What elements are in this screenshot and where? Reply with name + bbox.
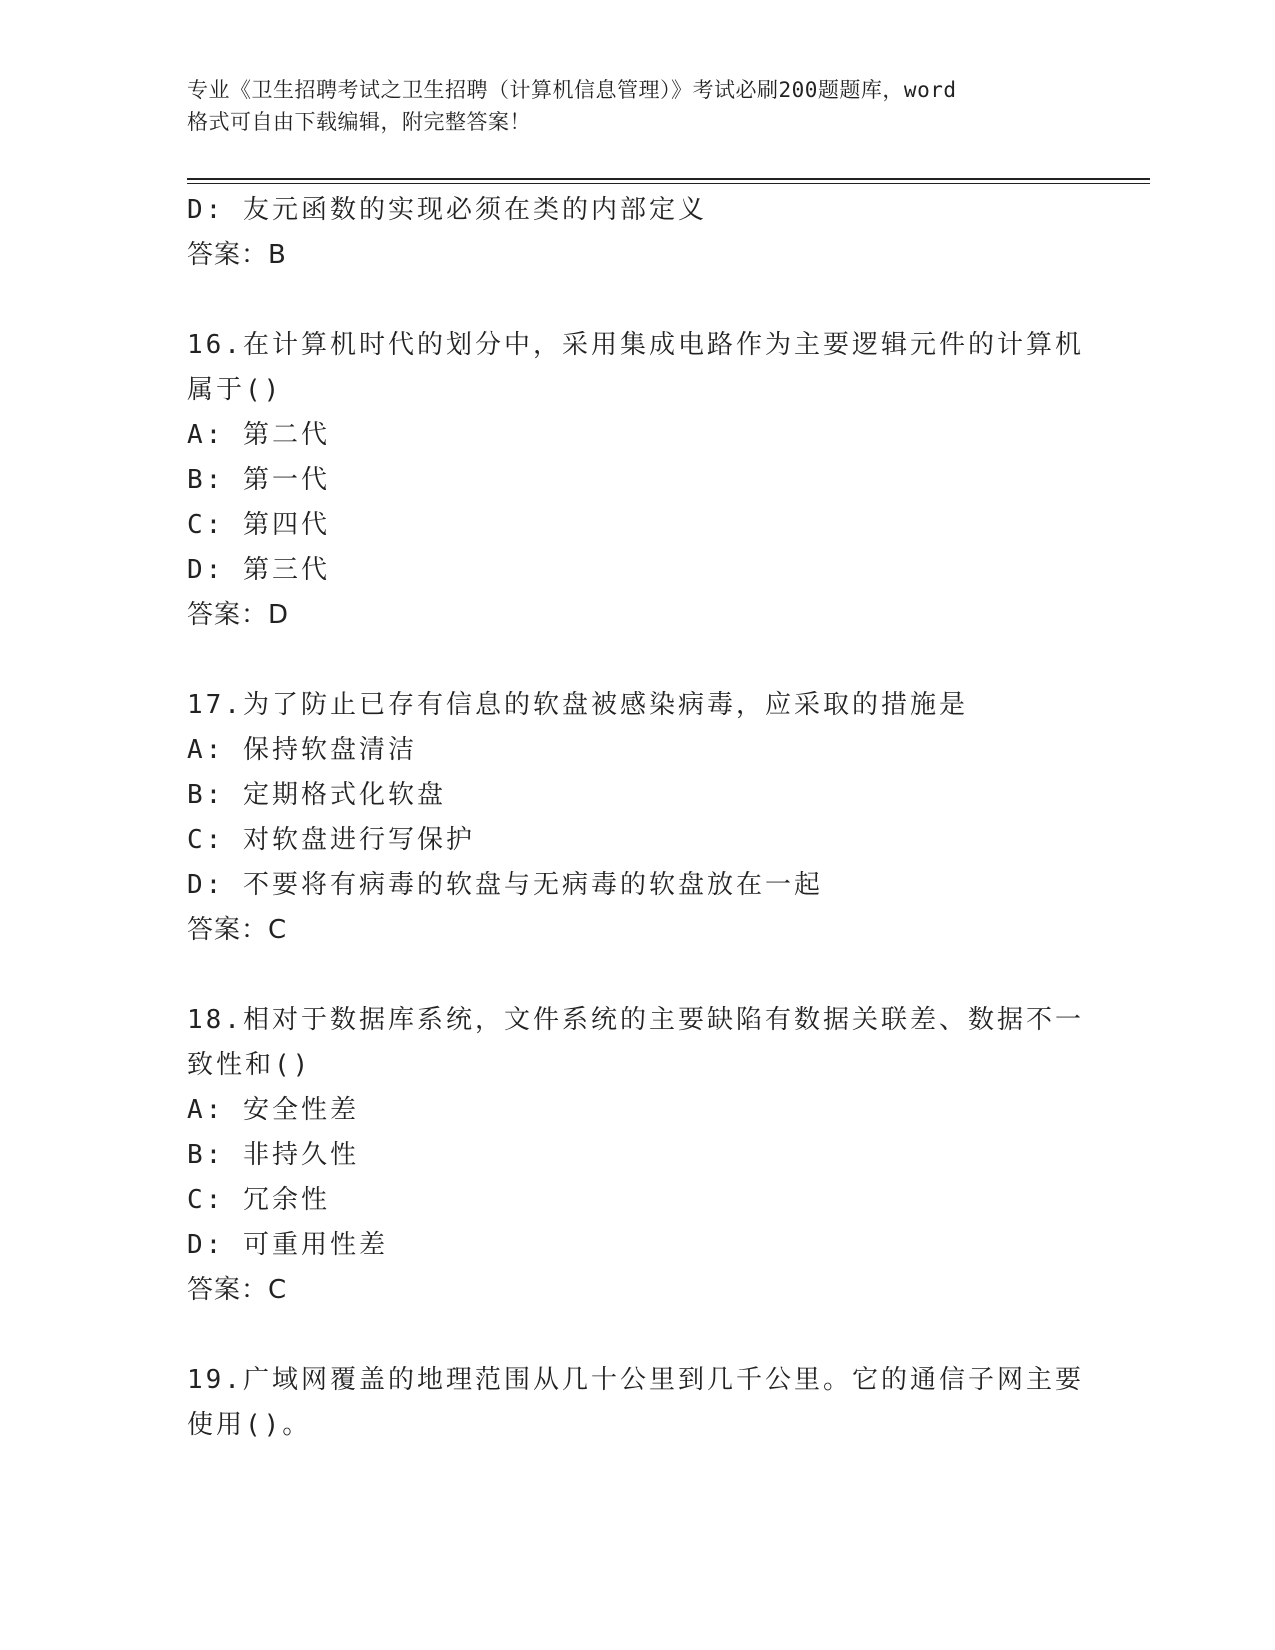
answer-line: 答案：C [187,1275,288,1305]
option-d: D: 友元函数的实现必须在类的内部定义 [187,195,707,225]
option-d: D: 不要将有病毒的软盘与无病毒的软盘放在一起 [187,870,823,900]
header-divider-thin [187,183,1150,184]
previous-question-tail [187,188,1087,278]
question-16 [187,323,1087,638]
question-stem: 16.在计算机时代的划分中，采用集成电路作为主要逻辑元件的计算机 [187,330,1084,360]
question-19 [187,1358,1087,1448]
question-18 [187,998,1087,1313]
question-stem: 17.为了防止已存有信息的软盘被感染病毒，应采取的措施是 [187,690,968,720]
document-header [187,74,1087,138]
option-b: B: 第一代 [187,465,330,495]
answer-line: 答案：D [187,600,290,630]
answer-line: 答案：B [187,240,287,270]
option-b: B: 非持久性 [187,1140,359,1170]
question-17 [187,683,1087,953]
header-line-2: 格式可自由下载编辑，附完整答案！ [187,110,531,134]
question-stem-continued: 属于() [187,375,283,405]
spacer [187,638,1087,683]
option-a: A: 第二代 [187,420,330,450]
answer-line: 答案：C [187,915,288,945]
header-divider-thick [187,178,1150,180]
option-c: C: 对软盘进行写保护 [187,825,475,855]
spacer [187,953,1087,998]
option-a: A: 安全性差 [187,1095,359,1125]
question-stem-continued: 致性和() [187,1050,312,1080]
question-stem-continued: 使用()。 [187,1410,312,1440]
spacer [187,1313,1087,1358]
document-body [187,188,1087,1448]
option-c: C: 冗余性 [187,1185,330,1215]
option-b: B: 定期格式化软盘 [187,780,446,810]
question-stem: 19.广域网覆盖的地理范围从几十公里到几千公里。它的通信子网主要 [187,1365,1084,1395]
option-a: A: 保持软盘清洁 [187,735,417,765]
header-line-1: 专业《卫生招聘考试之卫生招聘（计算机信息管理）》考试必刷200题题库，word [187,78,957,102]
question-stem: 18.相对于数据库系统，文件系统的主要缺陷有数据关联差、数据不一 [187,1005,1084,1035]
option-d: D: 可重用性差 [187,1230,388,1260]
option-d: D: 第三代 [187,555,330,585]
spacer [187,278,1087,323]
option-c: C: 第四代 [187,510,330,540]
